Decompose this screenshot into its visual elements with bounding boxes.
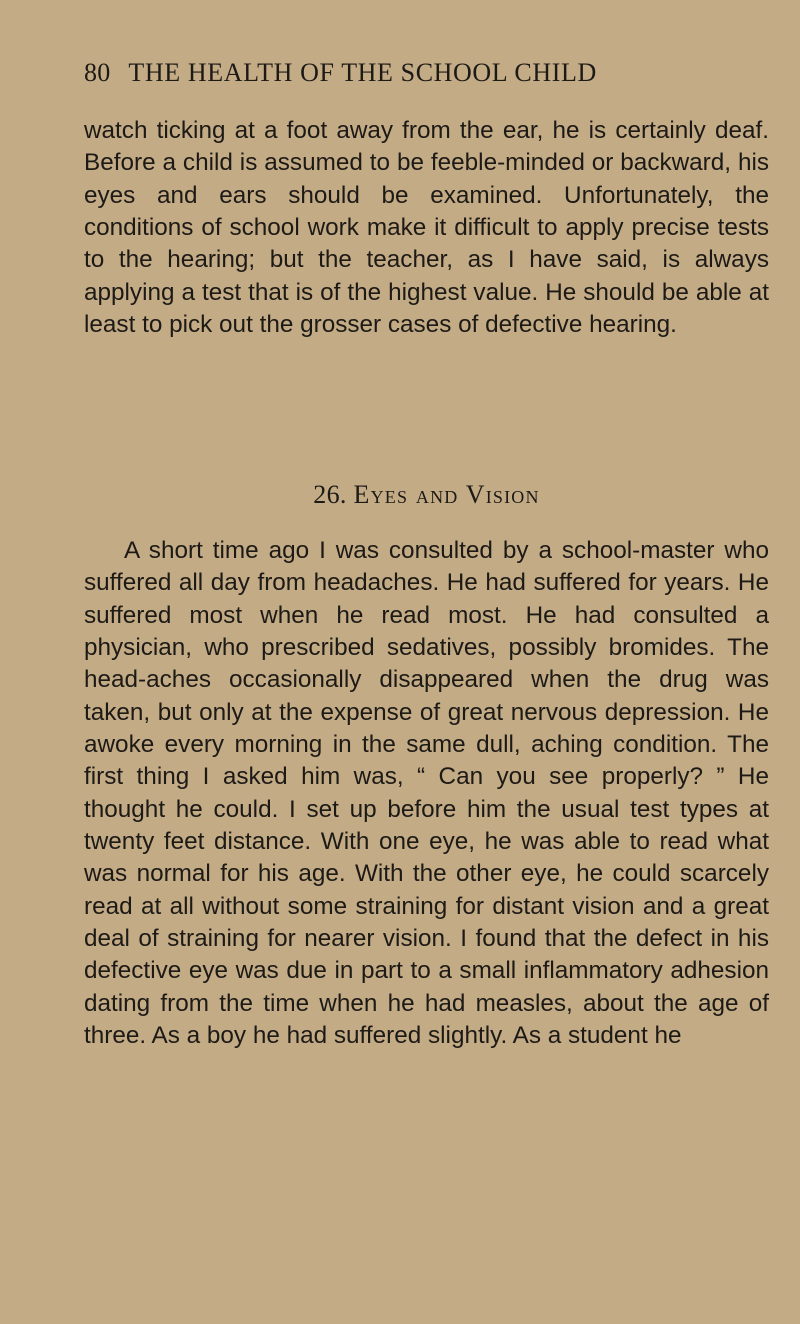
page-number: 80 bbox=[84, 58, 111, 87]
running-head-title: THE HEALTH OF THE SCHOOL CHILD bbox=[128, 58, 597, 87]
running-head bbox=[84, 58, 774, 88]
body-paragraph-2: A short time ago I was consulted by a school-master who suffered all day from headaches. He had suffered for years. He suffered most when he read most. He had consulted a physician, who prescribed sedatives, possibly bromides. The head-aches occasionally disappeared when the drug was taken, but only at the expense of great nervous depression. He awoke every morning in the same dull, aching condition. The first thing I asked him was, “ Can you see properly? ” He thought he could. I set up before him the usual test types at twenty feet distance. With one eye, he was able to read what was normal for his age. With the other eye, he could scarcely read at all without some straining for distant vision and a great deal of straining for nearer vision. I found that the defect in his defective eye was due in part to a small inflammatory adhesion dating from the time when he had measles, about the age of three. As a boy he had suffered slightly. As a student he bbox=[84, 537, 769, 1050]
section-title: Eyes and Vision bbox=[353, 480, 540, 509]
section-number: 26. bbox=[313, 480, 347, 509]
section-heading bbox=[84, 480, 769, 510]
body-paragraph-1: watch ticking at a foot away from the ear, he is certainly deaf. Before a child is assumed to be feeble-minded or backward, his eyes and ears should be examined. Unfortunately, the conditions of school work make it difficult to apply precise tests to the hearing; but the teacher, as I have said, is always applying a test that is of the highest value. He should be able at least to pick out the grosser cases of defective hearing. bbox=[84, 117, 769, 339]
